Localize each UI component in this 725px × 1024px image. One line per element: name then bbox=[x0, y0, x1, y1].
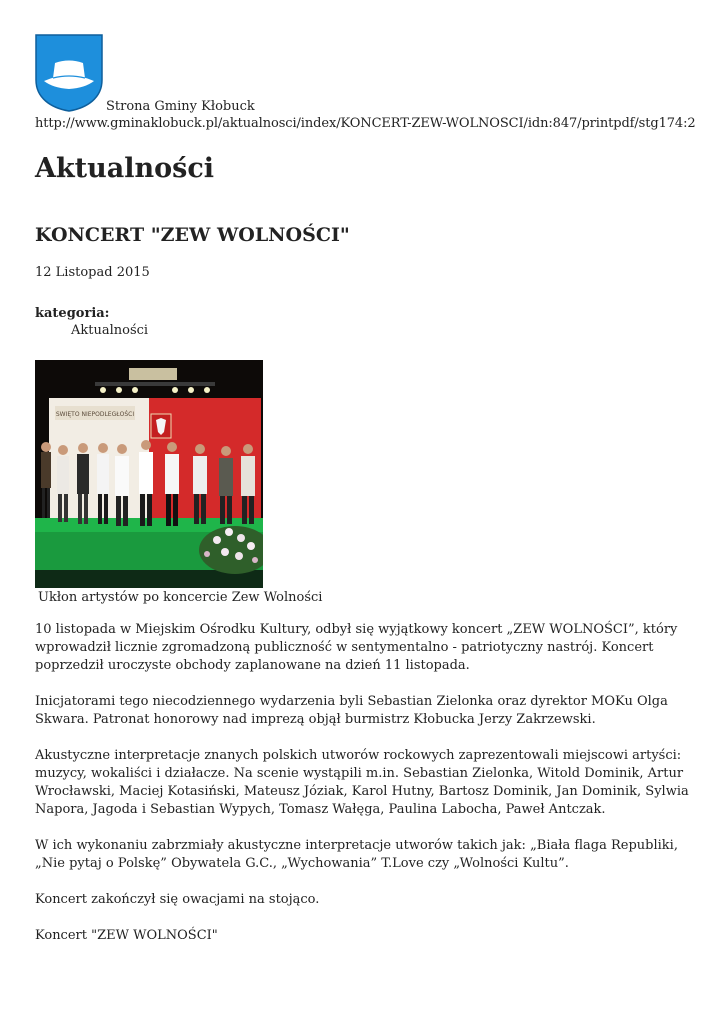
concert-photo bbox=[35, 360, 263, 588]
article-paragraph: 10 listopada w Miejskim Ośrodku Kultury, odbył się wyjątkowy koncert „ZEW WOLNOŚCI”, który wprowadził licznie zgromadzoną publiczność w sentymentalno - patriotyczny nastrój. Koncert poprzedził uroczyste obchody zaplanowane na dzień 11 listopada. bbox=[35, 622, 678, 673]
article-paragraph: Koncert zakończył się owacjami na stojąco. bbox=[35, 892, 320, 907]
article-paragraph: Koncert "ZEW WOLNOŚCI" bbox=[35, 928, 218, 943]
page-url[interactable]: http://www.gminaklobuck.pl/aktualnosci/index/KONCERT-ZEW-WOLNOSCI/idn:847/printpdf/stg174:2 bbox=[35, 116, 696, 131]
article-paragraph: Inicjatorami tego niecodziennego wydarzenia byli Sebastian Zielonka oraz dyrektor MOKu Olga Skwara. Patronat honorowy nad imprezą objął burmistrz Kłobucka Jerzy Zakrzewski. bbox=[35, 694, 668, 727]
site-name: Strona Gminy Kłobuck bbox=[106, 99, 255, 114]
article-paragraph: W ich wykonaniu zabrzmiały akustyczne interpretacje utworów takich jak: „Biała flaga Republiki, „Nie pytaj o Polskę” Obywatela G.C., „Wychowania” T.Love czy „Wolności Kultu”. bbox=[35, 838, 678, 871]
document-page bbox=[35, 34, 695, 945]
section-title: Aktualności bbox=[35, 153, 215, 184]
article-paragraph: Akustyczne interpretacje znanych polskich utworów rockowych zaprezentowali miejscowi artyści: muzycy, wokaliści i działacze. Na scenie wystąpili m.in. Sebastian Zielonka, Witold Dominik, Artur Wrocławski, Maciej Kotasiński, Mateusz Józiak, Karol Hutny, Bartosz Dominik, Jan Dominik, Sylwia Napora, Jagoda i Sebastian Wypych, Tomasz Wałęga, Paulina Labocha, Paweł Antczak. bbox=[35, 748, 689, 817]
banner-text: SWIĘTO NIEPODLEGŁOŚCI bbox=[55, 411, 135, 418]
article-title: KONCERT "ZEW WOLNOŚCI" bbox=[35, 224, 350, 246]
article-date: 12 Listopad 2015 bbox=[35, 265, 150, 280]
site-header bbox=[35, 34, 695, 116]
photo-caption: Ukłon artystów po koncercie Zew Wolności bbox=[38, 590, 323, 605]
coat-of-arms-hat-icon bbox=[35, 34, 103, 112]
category-value[interactable]: Aktualności bbox=[71, 323, 149, 338]
category-label: kategoria: bbox=[35, 306, 110, 321]
